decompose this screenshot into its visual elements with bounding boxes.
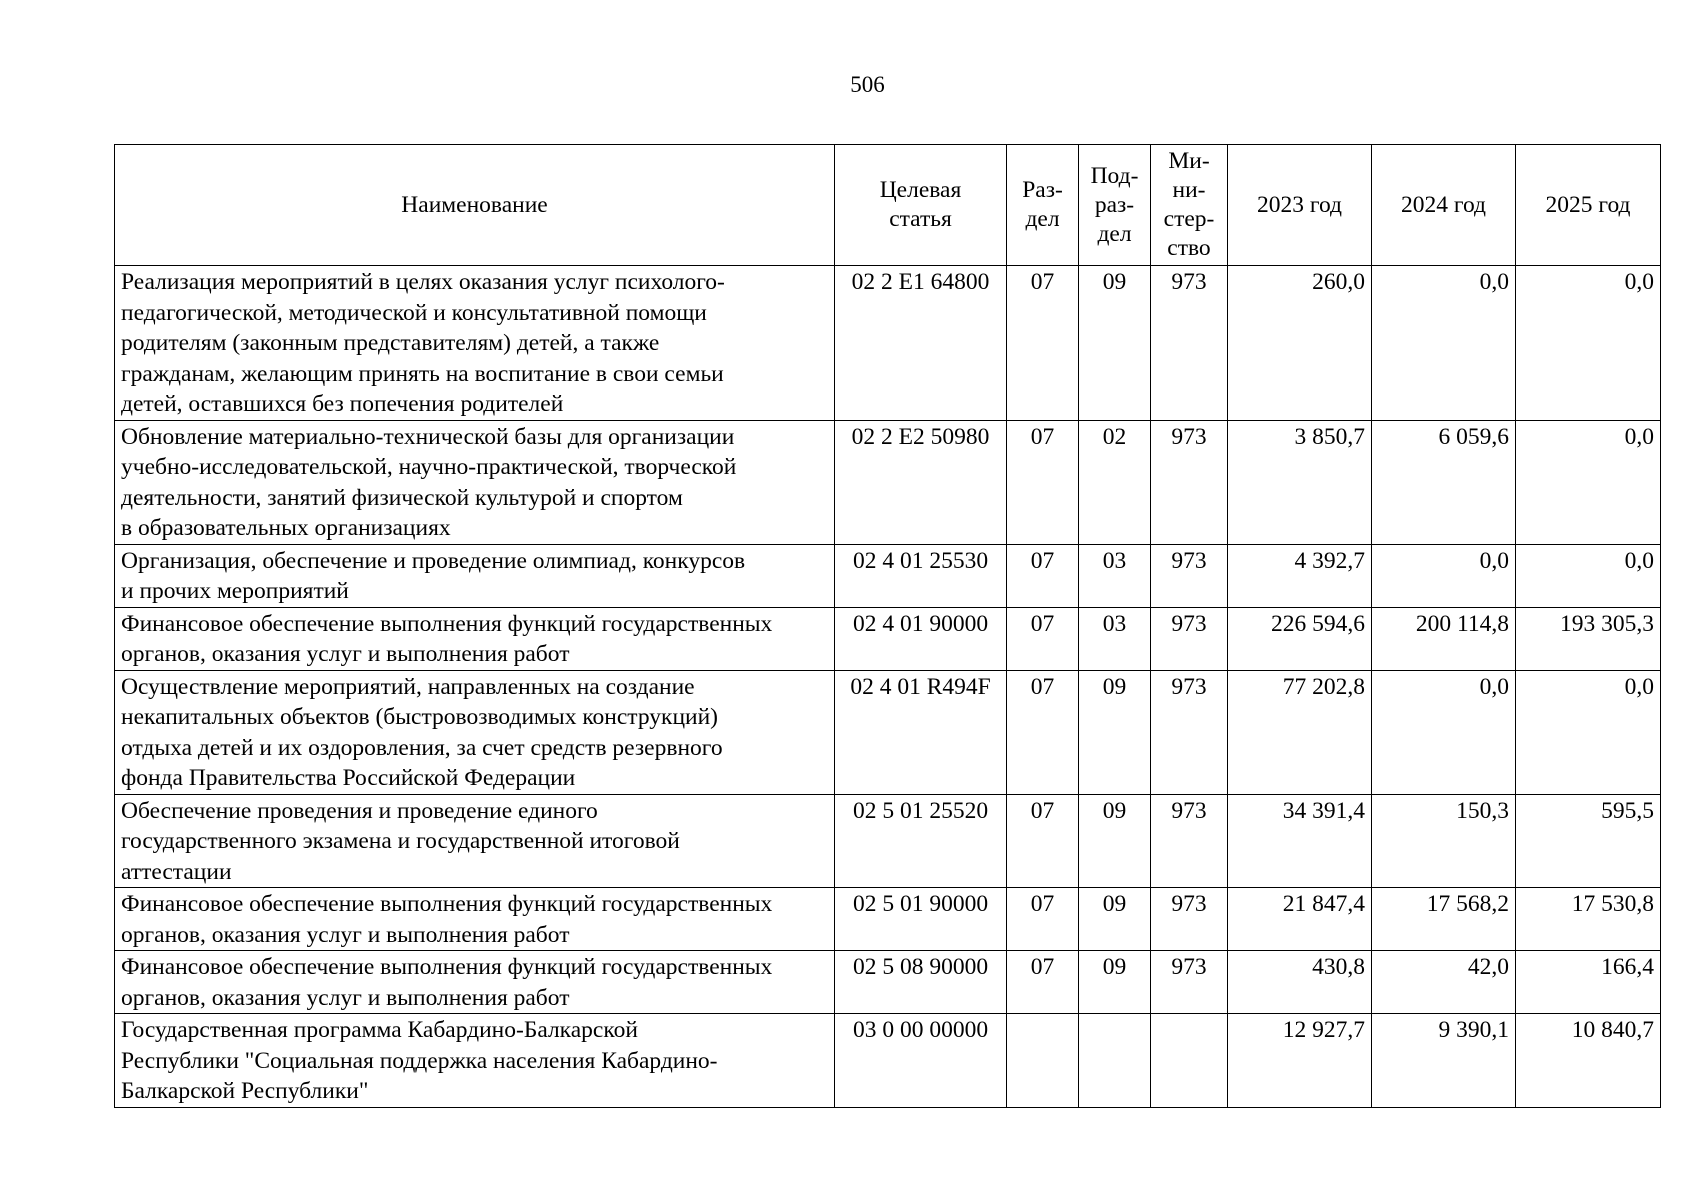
- row-ministry: 973: [1151, 544, 1228, 607]
- budget-table: [114, 144, 1661, 1108]
- row-name: Осуществление мероприятий, направленных на создание некапитальных объектов (быстровозводимых конструкций) отдыха детей и их оздоровления, за счет средств резервного фонда Правительства Российской Федерации: [115, 670, 835, 794]
- row-subsection: 09: [1079, 888, 1151, 951]
- row-section: 07: [1007, 888, 1079, 951]
- row-2024: 17 568,2: [1372, 888, 1516, 951]
- row-section: 07: [1007, 420, 1079, 544]
- row-ministry: 973: [1151, 266, 1228, 421]
- page-number: 506: [850, 72, 885, 97]
- row-2023: 226 594,6: [1228, 607, 1372, 670]
- row-name: Финансовое обеспечение выполнения функций государственных органов, оказания услуг и выполнения работ: [115, 607, 835, 670]
- row-2024: 0,0: [1372, 670, 1516, 794]
- row-2025: 595,5: [1516, 794, 1661, 888]
- row-subsection: 09: [1079, 670, 1151, 794]
- row-2024: 42,0: [1372, 951, 1516, 1014]
- row-name: Организация, обеспечение и проведение олимпиад, конкурсов и прочих мероприятий: [115, 544, 835, 607]
- row-name: Обеспечение проведения и проведение единого государственного экзамена и государственной итоговой аттестации: [115, 794, 835, 888]
- row-subsection: 03: [1079, 544, 1151, 607]
- header-2024: 2024 год: [1372, 145, 1516, 266]
- row-target-article: 02 5 01 90000: [835, 888, 1007, 951]
- row-target-article: 02 4 01 R494F: [835, 670, 1007, 794]
- table-row: [115, 544, 1661, 607]
- row-subsection: [1079, 1014, 1151, 1108]
- table-row: [115, 951, 1661, 1014]
- row-target-article: 02 2 E2 50980: [835, 420, 1007, 544]
- row-section: 07: [1007, 544, 1079, 607]
- row-section: [1007, 1014, 1079, 1108]
- header-name: Наименование: [115, 145, 835, 266]
- table-row: [115, 794, 1661, 888]
- header-ministry: Ми- ни- стер- ство: [1151, 145, 1228, 266]
- row-2025: 0,0: [1516, 420, 1661, 544]
- header-2023: 2023 год: [1228, 145, 1372, 266]
- table-row: [115, 607, 1661, 670]
- table-row: [115, 266, 1661, 421]
- row-2025: 17 530,8: [1516, 888, 1661, 951]
- row-section: 07: [1007, 670, 1079, 794]
- row-2023: 34 391,4: [1228, 794, 1372, 888]
- row-ministry: 973: [1151, 420, 1228, 544]
- row-subsection: 09: [1079, 794, 1151, 888]
- row-name: Обновление материально-технической базы для организации учебно-исследовательской, научно-практической, творческой деятельности, занятий физической культурой и спортом в образовательных организациях: [115, 420, 835, 544]
- row-2023: 12 927,7: [1228, 1014, 1372, 1108]
- row-ministry: 973: [1151, 794, 1228, 888]
- row-subsection: 09: [1079, 951, 1151, 1014]
- row-2023: 430,8: [1228, 951, 1372, 1014]
- row-name: Финансовое обеспечение выполнения функций государственных органов, оказания услуг и выполнения работ: [115, 888, 835, 951]
- row-target-article: 02 5 08 90000: [835, 951, 1007, 1014]
- row-target-article: 02 4 01 90000: [835, 607, 1007, 670]
- row-name: Государственная программа Кабардино-Балкарской Республики "Социальная поддержка населения Кабардино- Балкарской Республики": [115, 1014, 835, 1108]
- row-subsection: 03: [1079, 607, 1151, 670]
- row-2025: 166,4: [1516, 951, 1661, 1014]
- row-ministry: 973: [1151, 607, 1228, 670]
- row-2023: 4 392,7: [1228, 544, 1372, 607]
- row-2023: 260,0: [1228, 266, 1372, 421]
- row-subsection: 02: [1079, 420, 1151, 544]
- row-2024: 0,0: [1372, 544, 1516, 607]
- table-row: [115, 888, 1661, 951]
- header-2025: 2025 год: [1516, 145, 1661, 266]
- row-section: 07: [1007, 266, 1079, 421]
- row-2025: 0,0: [1516, 266, 1661, 421]
- header-section: Раз- дел: [1007, 145, 1079, 266]
- row-target-article: 03 0 00 00000: [835, 1014, 1007, 1108]
- row-2024: 9 390,1: [1372, 1014, 1516, 1108]
- header-subsection: Под- раз- дел: [1079, 145, 1151, 266]
- row-ministry: [1151, 1014, 1228, 1108]
- row-2025: 0,0: [1516, 670, 1661, 794]
- row-2024: 6 059,6: [1372, 420, 1516, 544]
- header-row: [115, 145, 1661, 266]
- header-target-article: Целевая статья: [835, 145, 1007, 266]
- row-2024: 150,3: [1372, 794, 1516, 888]
- row-ministry: 973: [1151, 951, 1228, 1014]
- row-2025: 10 840,7: [1516, 1014, 1661, 1108]
- row-2024: 0,0: [1372, 266, 1516, 421]
- table-row: [115, 1014, 1661, 1108]
- table-row: [115, 670, 1661, 794]
- row-section: 07: [1007, 951, 1079, 1014]
- row-2025: 193 305,3: [1516, 607, 1661, 670]
- table-row: [115, 420, 1661, 544]
- row-section: 07: [1007, 607, 1079, 670]
- row-name: Финансовое обеспечение выполнения функций государственных органов, оказания услуг и выполнения работ: [115, 951, 835, 1014]
- row-target-article: 02 5 01 25520: [835, 794, 1007, 888]
- row-target-article: 02 4 01 25530: [835, 544, 1007, 607]
- row-target-article: 02 2 E1 64800: [835, 266, 1007, 421]
- row-2024: 200 114,8: [1372, 607, 1516, 670]
- row-subsection: 09: [1079, 266, 1151, 421]
- row-ministry: 973: [1151, 888, 1228, 951]
- row-section: 07: [1007, 794, 1079, 888]
- row-ministry: 973: [1151, 670, 1228, 794]
- row-2023: 21 847,4: [1228, 888, 1372, 951]
- row-2023: 77 202,8: [1228, 670, 1372, 794]
- row-2023: 3 850,7: [1228, 420, 1372, 544]
- row-2025: 0,0: [1516, 544, 1661, 607]
- row-name: Реализация мероприятий в целях оказания услуг психолого- педагогической, методической и консультативной помощи родителям (законным представителям) детей, а также гражданам, желающим принять на воспитание в свои семьи детей, оставшихся без попечения родителей: [115, 266, 835, 421]
